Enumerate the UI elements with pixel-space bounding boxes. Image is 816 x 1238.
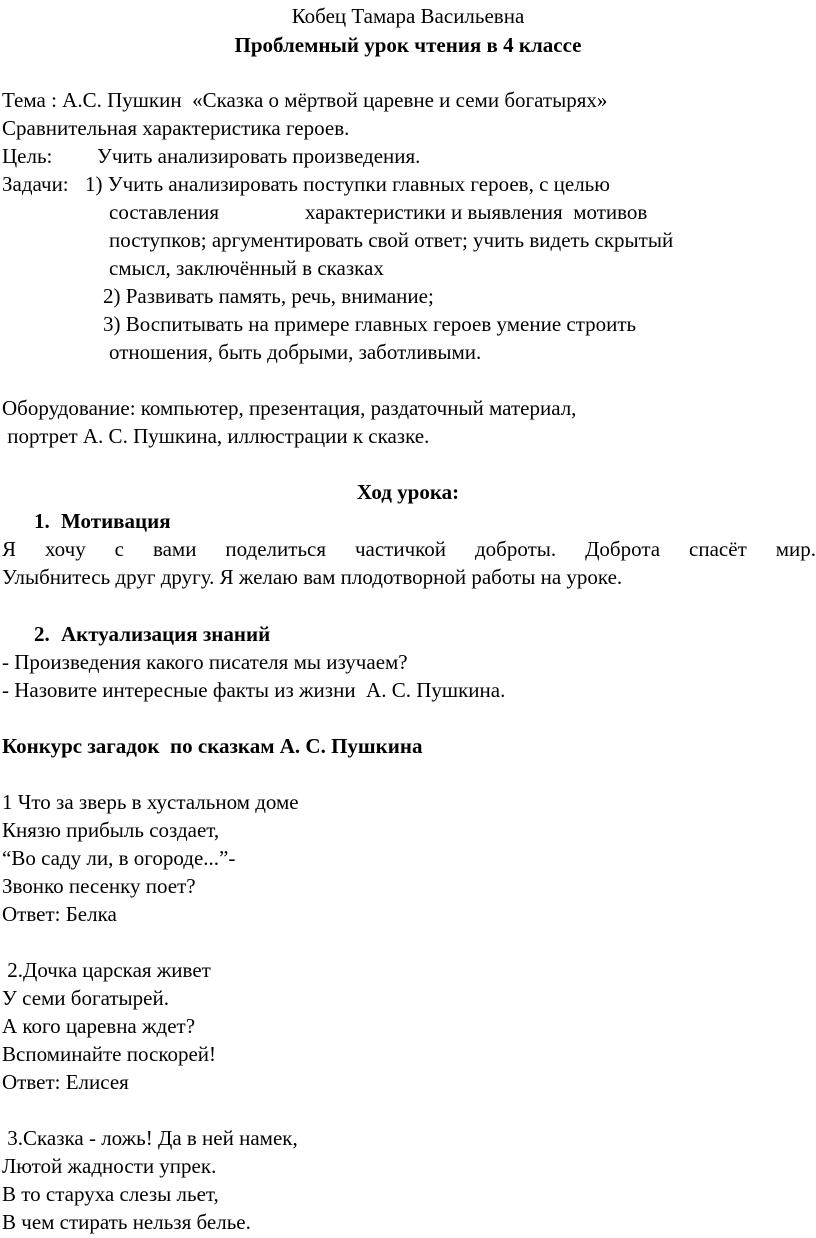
goal-label: Цель:: [2, 144, 53, 168]
riddle-2-line: У семи богатырей.: [2, 986, 169, 1010]
task-3-line-1: 3) Воспитывать на примере главных героев умение строить: [103, 312, 637, 336]
equipment-line-2: портрет А. С. Пушкина, иллюстрации к сказке.: [2, 424, 430, 448]
riddle-2-line: А кого царевна ждет?: [2, 1014, 196, 1038]
section-2-number: 2.: [34, 622, 50, 646]
lesson-heading: Ход урока:: [356, 480, 460, 504]
task-1-line-2b: характеристики и выявления мотивов: [305, 200, 648, 224]
riddle-1-line: Князю прибыль создает,: [2, 818, 220, 842]
riddle-2-answer: Ответ: Елисея: [2, 1070, 129, 1094]
riddle-1-answer: Ответ: Белка: [2, 902, 117, 926]
riddle-3-line: Лютой жадности упрек.: [2, 1154, 217, 1178]
section-1-title: Мотивация: [61, 509, 171, 533]
motivation-paragraph-line-1: Я хочу с вами поделиться частичкой доброты. Доброта спасёт мир.: [2, 537, 816, 561]
question-1: - Произведения какого писателя мы изучаем?: [2, 650, 408, 674]
task-1-line-2a: составления: [109, 200, 219, 224]
tasks-label: Задачи:: [2, 172, 69, 196]
motivation-paragraph-line-2: Улыбнитесь друг другу. Я желаю вам плодотворной работы на уроке.: [2, 565, 623, 589]
riddle-3-line: 3.Сказка - ложь! Да в ней намек,: [2, 1126, 298, 1150]
task-1-line-4: смысл, заключённый в сказках: [109, 256, 384, 280]
riddle-2-line: 2.Дочка царская живет: [2, 958, 211, 982]
task-3-line-2: отношения, быть добрыми, заботливыми.: [109, 340, 482, 364]
author-name: Кобец Тамара Васильевна: [291, 4, 525, 28]
document-title: Проблемный урок чтения в 4 классе: [234, 33, 582, 57]
topic-line: Тема : А.С. Пушкин «Сказка о мёртвой царевне и семи богатырях»: [2, 88, 608, 112]
section-2-title: Актуализация знаний: [61, 622, 271, 646]
riddle-1-line: 1 Что за зверь в хустальном доме: [2, 790, 299, 814]
riddle-3-line: В то старуха слезы льет,: [2, 1182, 219, 1206]
task-1-line-3: поступков; аргументировать свой ответ; учить видеть скрытый: [109, 228, 674, 252]
topic-subline: Сравнительная характеристика героев.: [2, 116, 350, 140]
goal-text: Учить анализировать произведения.: [97, 144, 421, 168]
riddle-2-line: Вспоминайте поскорей!: [2, 1042, 217, 1066]
riddle-3-line: В чем стирать нельзя белье.: [2, 1210, 251, 1234]
contest-heading: Конкурс загадок по сказкам А. С. Пушкина: [2, 734, 423, 758]
section-1-number: 1.: [34, 509, 50, 533]
riddle-1-line: “Во саду ли, в огороде...”-: [2, 846, 236, 870]
equipment-line-1: Оборудование: компьютер, презентация, раздаточный материал,: [2, 396, 577, 420]
question-2: - Назовите интересные факты из жизни А. С. Пушкина.: [2, 678, 506, 702]
task-1-line-1: 1) Учить анализировать поступки главных героев, с целью: [85, 172, 610, 196]
riddle-1-line: Звонко песенку поет?: [2, 874, 196, 898]
task-2: 2) Развивать память, речь, внимание;: [103, 284, 434, 308]
